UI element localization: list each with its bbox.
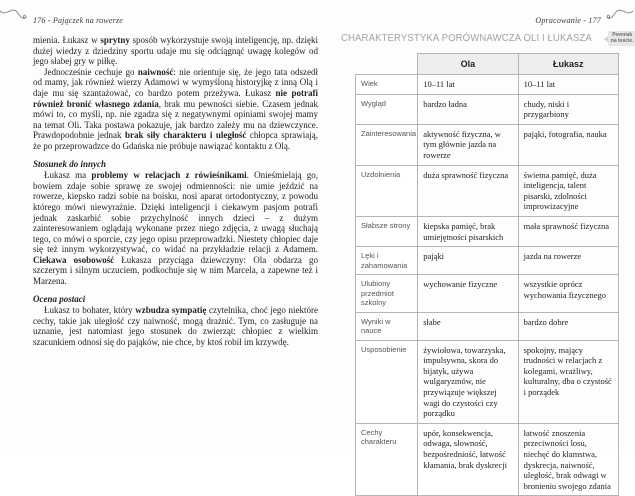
bold-text: brak siły charakteru i uległość — [124, 130, 247, 141]
table-row — [356, 124, 619, 165]
title-row — [341, 31, 634, 46]
flourish-left-icon — [0, 4, 30, 29]
text: Jednocześnie cechuje go — [44, 66, 138, 77]
table-row — [356, 275, 619, 313]
ola-cell: słabe — [418, 312, 518, 340]
text: . Onieśmielają go, bowiem zdaje sobie sprawę ze swojej odmienności: nie umie jeździć na rowerze, kiepsko radzi sobie na boisku, nosi aparat ortodontyczny, z powodu którego mówi niewyraźnie. Dzięki inteligencji i ciekawym pasjom potrafi jednak zaskarbić sobie przychylność innych dzieci – z dużym zainteresowaniem oglądają wykonane przez niego zdjęcia, z uwagą słuchają tego, co mówi o sporcie, czy jego opisu przeprowadzki. Niestety chłopiec daje się też innym wykorzystywać, co widać na przykładzie relacji z Adamem. — [33, 170, 318, 255]
table-row — [356, 312, 619, 340]
section-heading: Ocena postaci — [33, 293, 86, 304]
text: : nie orientuje się, że jego tata odszedł od mamy, jak również wierzy Adamowi w wymyśloną historyjkę z inną Olą i daje mu się szantażować, co bardzo potem przeżywa. Łukasz — [33, 66, 318, 98]
text: czytelnika, choć jego niektóre cechy, takie jak uległość czy naiwność, mogą drażnić. Tym, co zasługuje na uznanie, jest natomiast jego stosunek do zwierząt: chłopiec z wielkim szacunkiem odnosi się do pająków, nie chce, by ktoś robił im krzywdę. — [33, 305, 318, 348]
row-label-cell: Uzdolnienia — [356, 165, 418, 216]
comparison-table — [355, 53, 619, 496]
ola-cell: upór, konsekwencja, odwaga, słowność, bezpośredniość, łatwość kłamania, brak dyskrecji — [418, 423, 518, 496]
lukasz-cell: jazda na rowerze — [518, 247, 618, 275]
left-text-column — [33, 35, 318, 348]
text: mienia. Łukasz w — [33, 35, 101, 45]
bold-text: Ciekawa osobowość — [33, 254, 115, 265]
table-row — [356, 340, 619, 423]
bold-text: nie potrafi również bronić własnego zdania — [33, 87, 319, 109]
lukasz-cell: świetna pamięć, duża inteligencja, talent pisarski, zdolności improwizacyjne — [518, 165, 618, 216]
flourish-right-icon — [603, 4, 633, 29]
paragraph — [33, 67, 318, 152]
lukasz-cell: 10–11 lat — [518, 75, 618, 95]
text: , brak mu pewności siebie. Czasem jednak mówi to, co myśli, np. nie zgadza się z negatywnymi opiniami swojej mamy na temat Oli. Taka postawa pokazuje, jak bardzo zależy mu na dziewczynce. Prawdopodobnie jednak — [33, 98, 318, 141]
running-head-left: 176 - Pajączek na rowerze — [33, 16, 124, 25]
lukasz-cell: bardzo dobre — [518, 312, 618, 340]
table-row — [356, 247, 619, 275]
bold-text: problemy w relacjach z rówieśnikami — [91, 170, 247, 181]
ola-cell: bardzo ładna — [418, 94, 518, 124]
section-title: CHARAKTERYSTYKA PORÓWNAWCZA OLI I ŁUKASZA — [341, 33, 593, 44]
row-label-cell: Wiek — [356, 75, 418, 95]
bold-text: naiwność — [137, 66, 174, 77]
badge-line1: Pewniak — [612, 32, 633, 38]
ola-cell: pająki — [418, 247, 518, 275]
row-label-cell: Wyniki w nauce — [356, 312, 418, 340]
ola-cell: żywiołowa, towarzyska, impulsywna, skora do bijatyk, używa wulgaryzmów, nie przywiązuje większej wagi do czystości czy porządku — [418, 340, 518, 423]
text: Łukasz ma — [44, 170, 92, 181]
table-row — [356, 75, 619, 95]
page-right — [335, 0, 635, 491]
pewniak-badge — [608, 31, 635, 46]
lukasz-cell: wszystkie oprócz wychowania fizycznego — [518, 275, 618, 313]
row-label-cell: Usposobienie — [356, 340, 418, 423]
table-header-cell: Łukasz — [518, 54, 618, 75]
row-label-cell: Słabsze strony — [356, 216, 418, 246]
ola-cell: wychowanie fizyczne — [418, 275, 518, 313]
paragraph — [33, 35, 318, 67]
table-header-row — [356, 54, 619, 75]
paragraph — [33, 305, 318, 347]
bold-text: sprytny — [100, 35, 130, 45]
table-header-cell: Ola — [418, 54, 518, 75]
row-label-cell: Ulubiony przedmiot szkolny — [356, 275, 418, 313]
table-row — [356, 423, 619, 496]
badge-arrow-icon — [604, 36, 608, 42]
ola-cell: duża sprawność fizyczna — [418, 165, 518, 216]
section-heading: Stosunek do innych — [33, 158, 107, 169]
row-label-cell: Lęki i zahamowania — [356, 247, 418, 275]
table-row — [356, 216, 619, 246]
text: sposób wykorzystuje swoją inteligencję, np. dzięki dużej wiedzy z dziedziny sportu udaje mu się odciągnąć uwagę kolegów od jego słabej gry w piłkę. — [33, 35, 318, 67]
ola-cell: 10–11 lat — [418, 75, 518, 95]
row-label-cell: Cechy charakteru — [356, 423, 418, 496]
ola-cell: aktywność fizyczna, w tym głównie jazda na rowerze — [418, 124, 518, 165]
page-left — [0, 0, 335, 449]
table-row — [356, 94, 619, 124]
text: chłopca sprawiają, że po przeprowadzce do Gdańska nie próbuje nawiązać kontaktu z Olą. — [33, 130, 319, 151]
table-corner-cell — [356, 54, 418, 75]
bold-text: wzbudza sympatię — [135, 305, 207, 316]
row-label-cell: Wygląd — [356, 94, 418, 124]
lukasz-cell: pająki, fotografia, nauka — [518, 124, 618, 165]
row-label-cell: Zainteresowania — [356, 124, 418, 165]
running-head-right: Opracowanie - 177 — [535, 16, 601, 25]
ola-cell: kiepska pamięć, brak umiejętności pisarskich — [418, 216, 518, 246]
lukasz-cell: spokojny, mający trudności w relacjach z kolegami, wrażliwy, kulturalny, dba o czystość i porządek — [518, 340, 618, 423]
lukasz-cell: mała sprawność fizyczna — [518, 216, 618, 246]
lukasz-cell: chudy, niski i przygarbiony — [518, 94, 618, 124]
text: Łukasz to bohater, który — [44, 305, 136, 316]
table-row — [356, 165, 619, 216]
text: Łukasza przyciąga dziewczyny: Ola obdarza go szczerym i silnym uczuciem, podkochuje się w nim Marcela, a zapewne też i Marzena. — [33, 254, 318, 287]
paragraph — [33, 170, 318, 287]
lukasz-cell: łatwość znoszenia przeciwności losu, niechęć do kłamstwa, dyskrecja, naiwność, uległość, brak odwagi w bronieniu swojego zdania — [518, 423, 618, 496]
badge-line2: na teście. — [610, 37, 634, 44]
